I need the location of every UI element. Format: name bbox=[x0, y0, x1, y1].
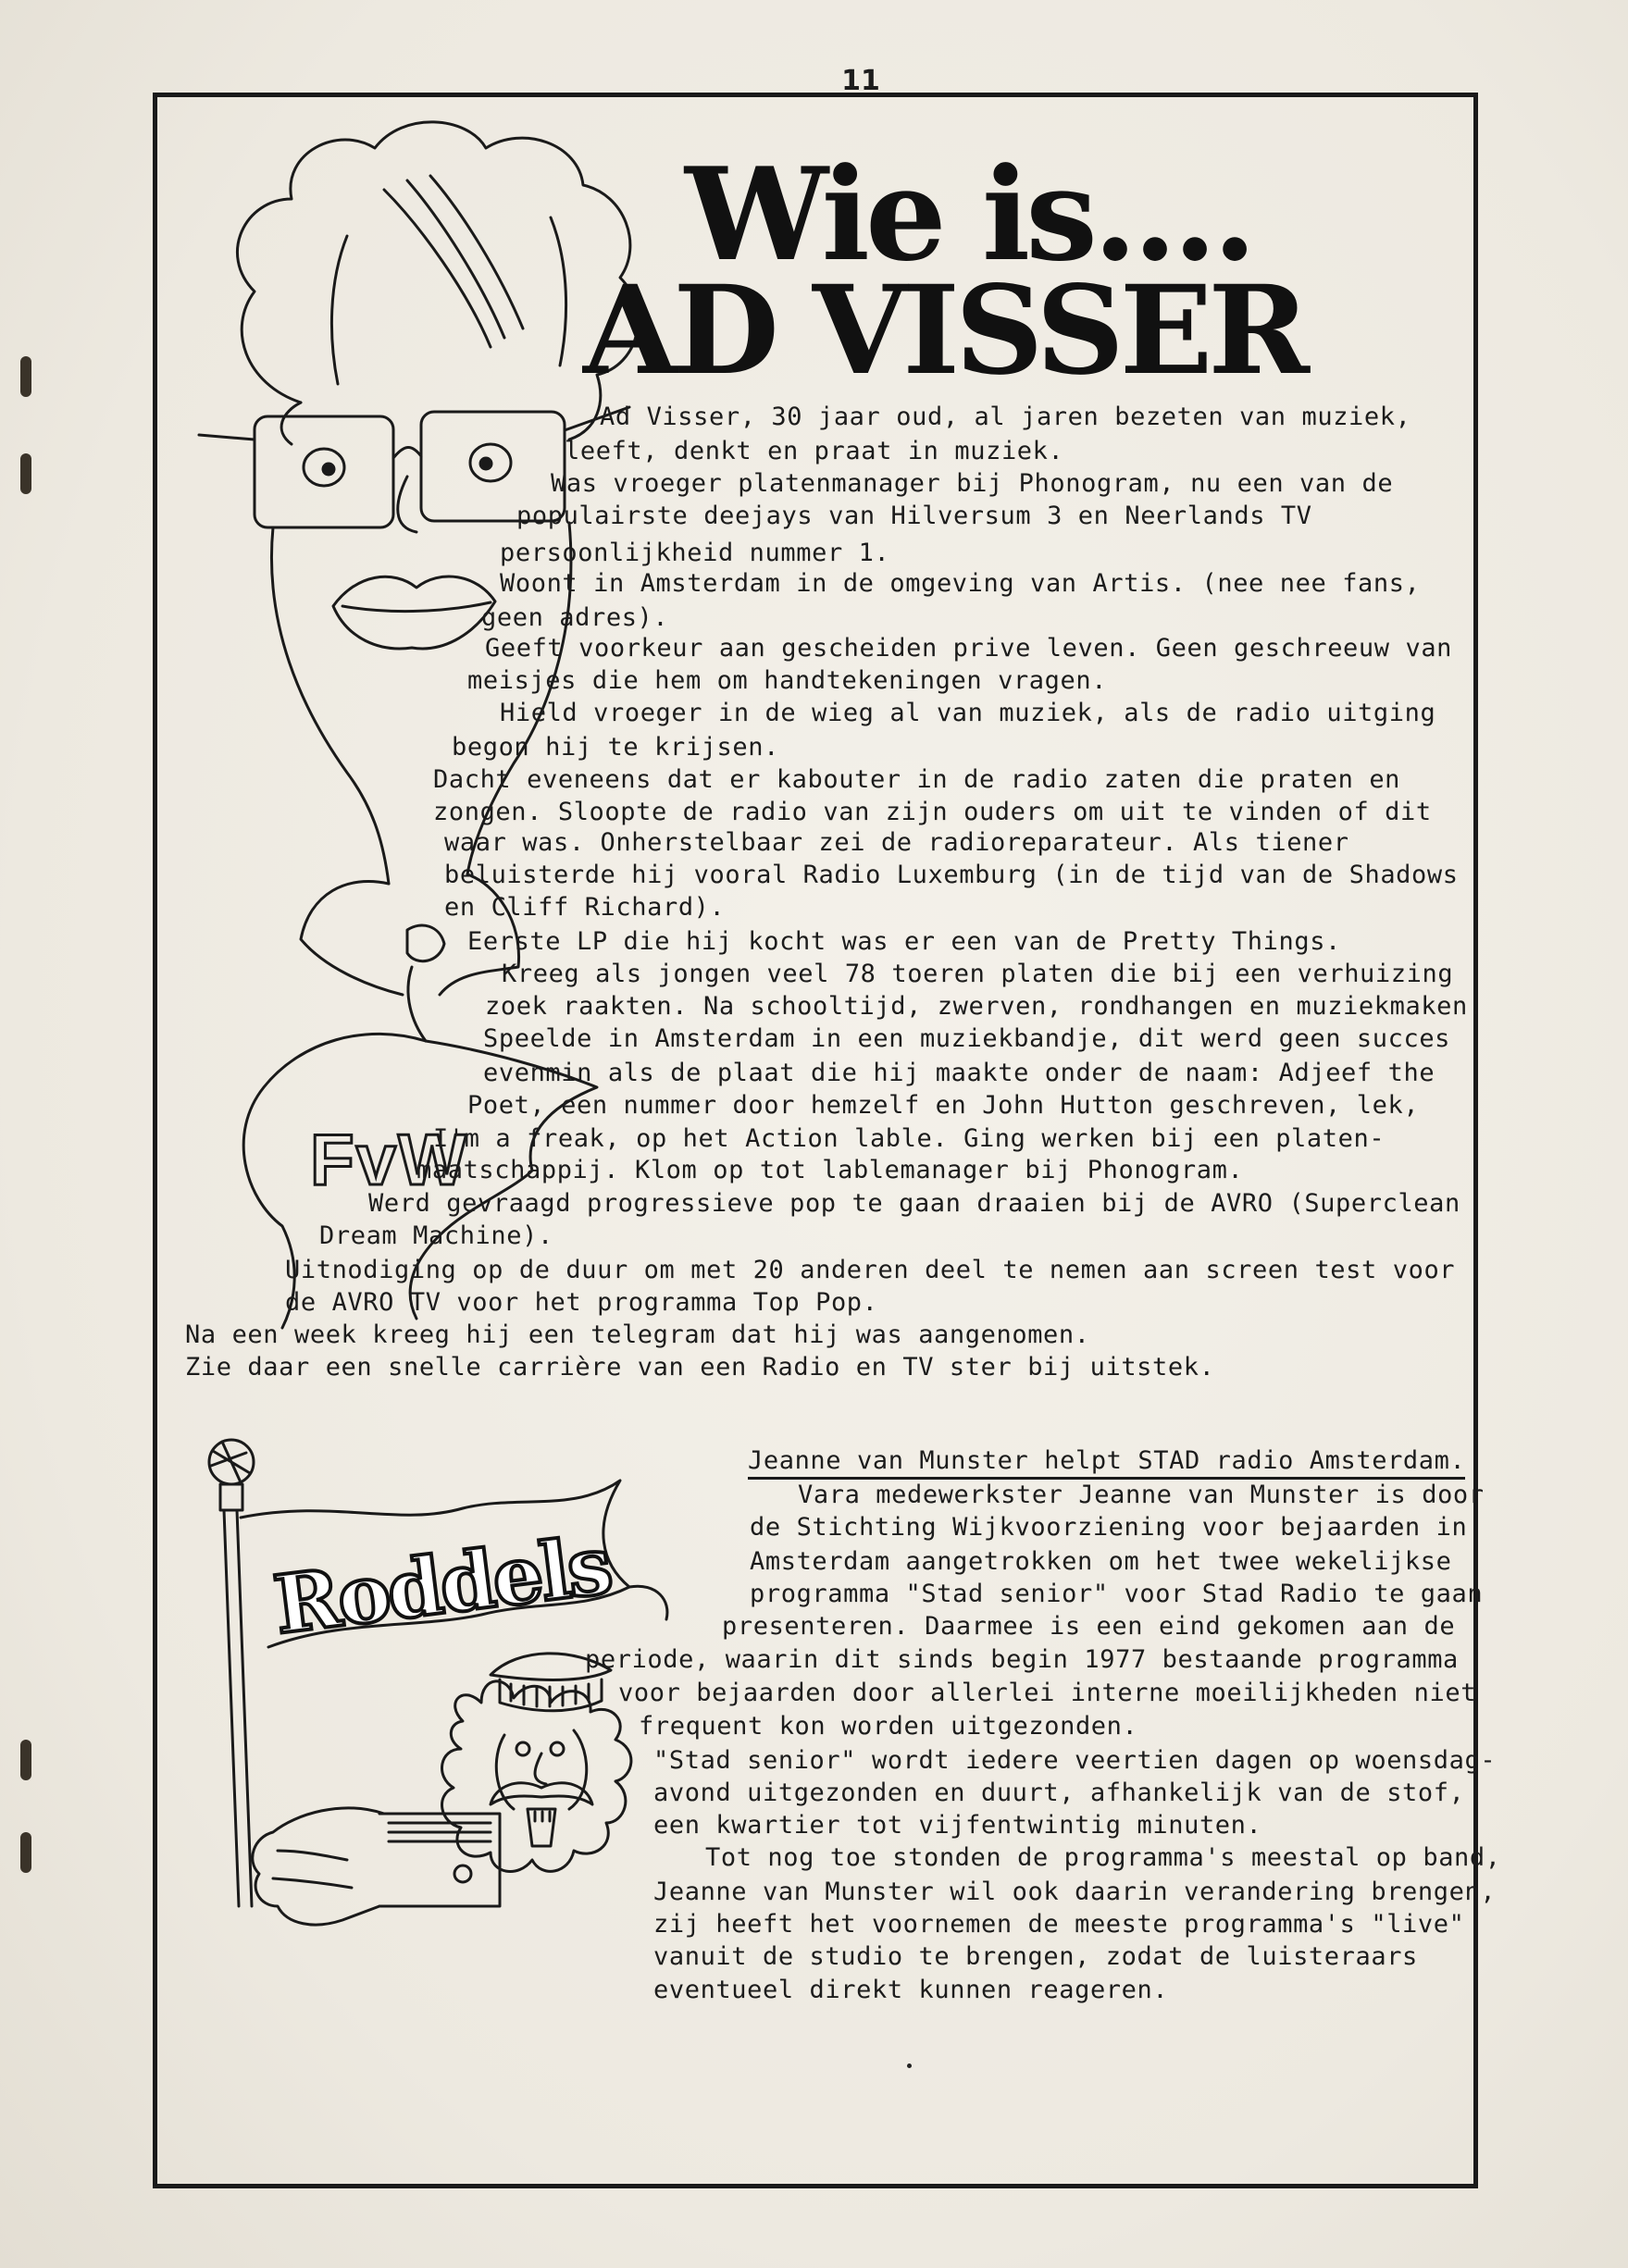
article-line: zij heeft het voornemen de meeste programma's "live" bbox=[653, 1910, 1465, 1939]
staple-hole bbox=[20, 1740, 31, 1780]
article-line: begon hij te krijsen. bbox=[452, 733, 779, 762]
article-line: periode, waarin dit sinds begin 1977 bestaande programma bbox=[585, 1645, 1459, 1674]
article-line: frequent kon worden uitgezonden. bbox=[639, 1712, 1138, 1741]
staple-hole bbox=[20, 356, 31, 397]
article-line: Na een week kreeg hij een telegram dat hij was aangenomen. bbox=[185, 1320, 1090, 1349]
article-line: Eerste LP die hij kocht was er een van de Pretty Things. bbox=[467, 927, 1341, 956]
article-line: en Cliff Richard). bbox=[444, 893, 726, 922]
staple-hole bbox=[20, 453, 31, 494]
staple-hole bbox=[20, 1832, 31, 1873]
article-line: maatschappij. Klom op tot lablemanager bij Phonogram. bbox=[416, 1156, 1244, 1184]
article-line: Kreeg als jongen veel 78 toeren platen die bij een verhuizing bbox=[502, 960, 1454, 988]
article-line: zoek raakten. Na schooltijd, zwerven, rondhangen en muziekmaken. bbox=[485, 992, 1484, 1021]
article-line: Poet, een nummer door hemzelf en John Hutton geschreven, lek, bbox=[467, 1091, 1420, 1120]
article-line: "Stad senior" wordt iedere veertien dagen op woensdag- bbox=[653, 1746, 1497, 1775]
article-line: Dream Machine). bbox=[319, 1221, 553, 1250]
headline-title-line-2: AD VISSER bbox=[583, 259, 1306, 403]
article-line: voor bejaarden door allerlei interne moeilijkheden niet bbox=[618, 1679, 1477, 1707]
article-line: I'm a freak, op het Action lable. Ging werken bij een platen- bbox=[433, 1124, 1386, 1153]
article-line: Tot nog toe stonden de programma's meestal op band, bbox=[705, 1843, 1501, 1872]
article-headline: Jeanne van Munster helpt STAD radio Amsterdam. bbox=[748, 1446, 1465, 1480]
article-line: meisjes die hem om handtekeningen vragen. bbox=[467, 666, 1108, 695]
article-line: Werd gevraagd progressieve pop te gaan draaien bij de AVRO (Superclean bbox=[368, 1189, 1460, 1218]
article-line: Ad Visser, 30 jaar oud, al jaren bezeten van muziek, bbox=[600, 403, 1411, 431]
article-line: populairste deejays van Hilversum 3 en Neerlands TV bbox=[516, 502, 1312, 530]
article-line: Vara medewerkster Jeanne van Munster is door bbox=[798, 1481, 1485, 1509]
decorative-dot bbox=[907, 2064, 912, 2068]
article-line: de Stichting Wijkvoorziening voor bejaarden in bbox=[750, 1513, 1468, 1542]
roddels-banner-text: Roddels bbox=[268, 1518, 615, 1653]
article-line: beluisterde hij vooral Radio Luxemburg (in de tijd van de Shadows bbox=[444, 861, 1459, 889]
article-line: de AVRO TV voor het programma Top Pop. bbox=[285, 1288, 878, 1317]
article-line: zongen. Sloopte de radio van zijn ouders om uit te vinden of dit bbox=[433, 798, 1432, 826]
article-line: avond uitgezonden en duurt, afhankelijk van de stof, bbox=[653, 1778, 1465, 1807]
article-line: Hield vroeger in de wieg al van muziek, als de radio uitging bbox=[500, 699, 1436, 727]
article-line: waar was. Onherstelbaar zei de radioreparateur. Als tiener bbox=[444, 828, 1349, 857]
article-line: presenteren. Daarmee is een eind gekomen aan de bbox=[722, 1612, 1456, 1641]
article-line: evenmin als de plaat die hij maakte onder de naam: Adjeef the bbox=[483, 1059, 1435, 1087]
article-line: geen adres). bbox=[481, 603, 669, 632]
article-line: vanuit de studio te brengen, zodat de luisteraars bbox=[653, 1942, 1418, 1971]
article-line: Uitnodiging op de duur om met 20 anderen deel te nemen aan screen test voor bbox=[285, 1256, 1456, 1284]
roddels-illustration bbox=[185, 1425, 685, 1980]
article-line: Geeft voorkeur aan gescheiden prive leven. Geen geschreeuw van bbox=[485, 634, 1453, 663]
article-line: Was vroeger platenmanager bij Phonogram, nu een van de bbox=[551, 469, 1394, 498]
artist-signature: FvW bbox=[310, 1119, 468, 1200]
article-line: Dacht eveneens dat er kabouter in de radio zaten die praten en bbox=[433, 765, 1401, 794]
page-number: 11 bbox=[841, 65, 880, 97]
article-line: eventueel direkt kunnen reageren. bbox=[653, 1976, 1169, 2004]
article-line: Jeanne van Munster wil ook daarin verandering brengen, bbox=[653, 1878, 1497, 1906]
headline-title-line-1: Wie is.... bbox=[685, 139, 1253, 290]
article-line: Speelde in Amsterdam in een muziekbandje, dit werd geen succes bbox=[483, 1024, 1451, 1053]
article-line: persoonlijkheid nummer 1. bbox=[500, 539, 890, 567]
article-line: een kwartier tot vijfentwintig minuten. bbox=[653, 1811, 1262, 1840]
article-line: Zie daar een snelle carrière van een Radio en TV ster bij uitstek. bbox=[185, 1353, 1215, 1382]
article-line: programma "Stad senior" voor Stad Radio te gaan bbox=[750, 1580, 1484, 1608]
article-line: leeft, denkt en praat in muziek. bbox=[565, 437, 1064, 465]
article-line: Woont in Amsterdam in de omgeving van Artis. (nee nee fans, bbox=[500, 569, 1421, 598]
article-line: Amsterdam aangetrokken om het twee wekelijkse bbox=[750, 1547, 1452, 1576]
